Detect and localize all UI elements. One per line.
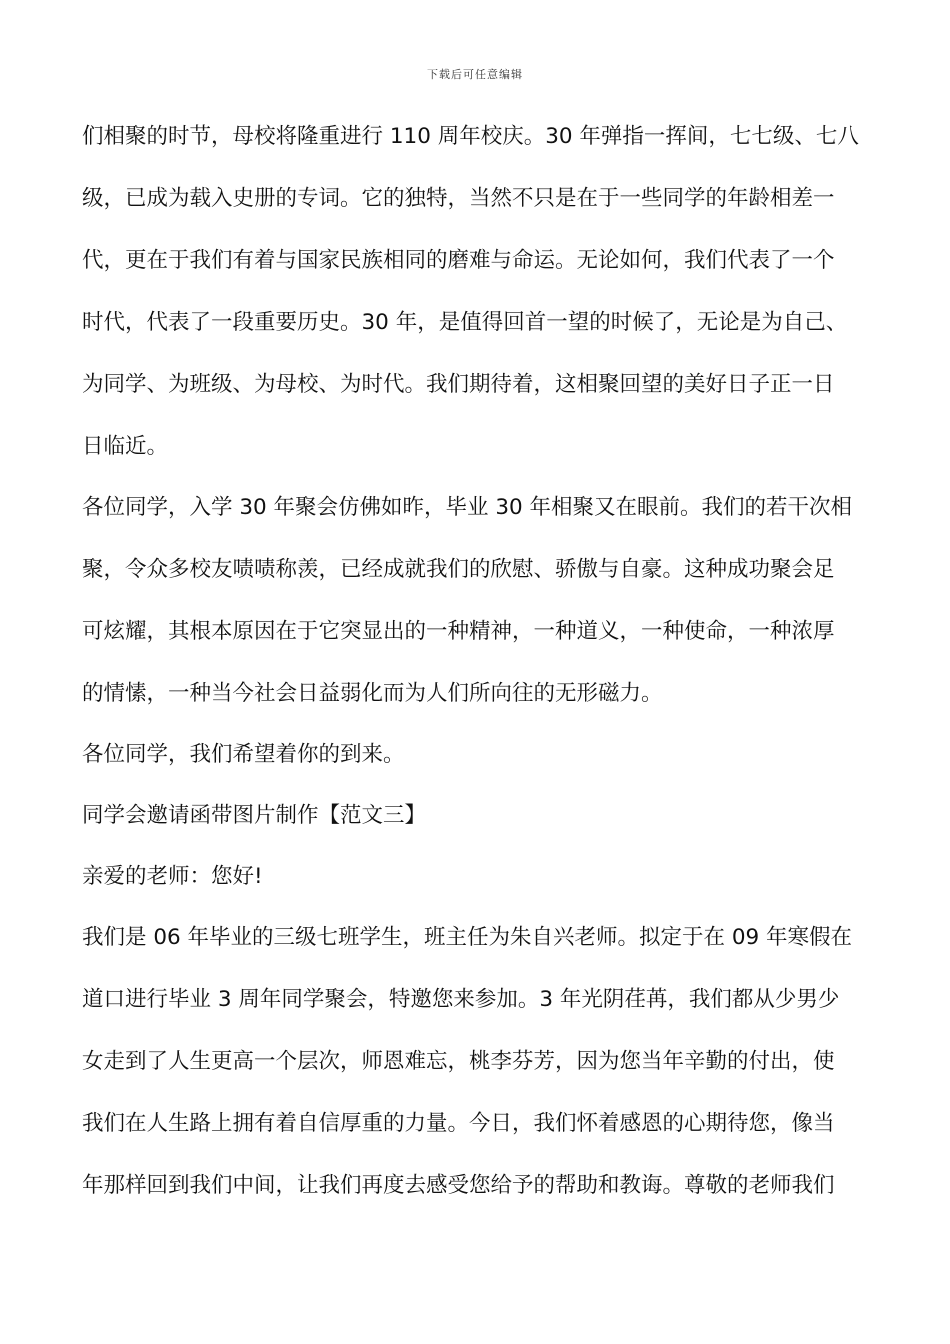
text-line: 道口进行毕业 3 周年同学聚会，特邀您来参加。3 年光阴荏苒，我们都从少男少 xyxy=(82,987,840,1012)
text-line: 可炫耀，其根本原因在于它突显出的一种精神，一种道义，一种使命，一种浓厚 xyxy=(82,619,835,644)
salutation: 亲爱的老师：您好! xyxy=(82,864,263,889)
text-line: 代，更在于我们有着与国家民族相同的磨难与命运。无论如何，我们代表了一个 xyxy=(82,248,835,273)
text-line: 我们在人生路上拥有着自信厚重的力量。今日，我们怀着感恩的心期待您，像当 xyxy=(82,1111,835,1136)
text-line: 们相聚的时节，母校将隆重进行 110 周年校庆。30 年弹指一挥间，七七级、七八 xyxy=(82,124,859,149)
text-line: 各位同学，我们希望着你的到来。 xyxy=(82,742,405,767)
text-line: 时代，代表了一段重要历史。30 年，是值得回首一望的时候了，无论是为自己、 xyxy=(82,310,848,335)
text-line: 级，已成为载入史册的专词。它的独特，当然不只是在于一些同学的年龄相差一 xyxy=(82,186,835,211)
text-line: 各位同学，入学 30 年聚会仿佛如昨，毕业 30 年相聚又在眼前。我们的若干次相 xyxy=(82,495,853,520)
text-line: 的情愫，一种当今社会日益弱化而为人们所向往的无形磁力。 xyxy=(82,681,663,706)
text-line: 为同学、为班级、为母校、为时代。我们期待着，这相聚回望的美好日子正一日 xyxy=(82,372,835,397)
text-line: 日临近。 xyxy=(82,434,169,459)
document-body xyxy=(82,112,870,1223)
text-line: 聚，令众多校友啧啧称羡，已经成就我们的欣慰、骄傲与自豪。这种成功聚会足 xyxy=(82,557,835,582)
section-heading: 同学会邀请函带图片制作【范文三】 xyxy=(82,803,427,828)
page-header: 下载后可任意编辑 xyxy=(427,68,523,81)
text-line: 女走到了人生更高一个层次，师恩难忘，桃李芬芳，因为您当年辛勤的付出，使 xyxy=(82,1049,835,1074)
text-line: 我们是 06 年毕业的三级七班学生，班主任为朱自兴老师。拟定于在 09 年寒假在 xyxy=(82,925,853,950)
text-line: 年那样回到我们中间，让我们再度去感受您给予的帮助和教诲。尊敬的老师我们 xyxy=(82,1173,835,1198)
